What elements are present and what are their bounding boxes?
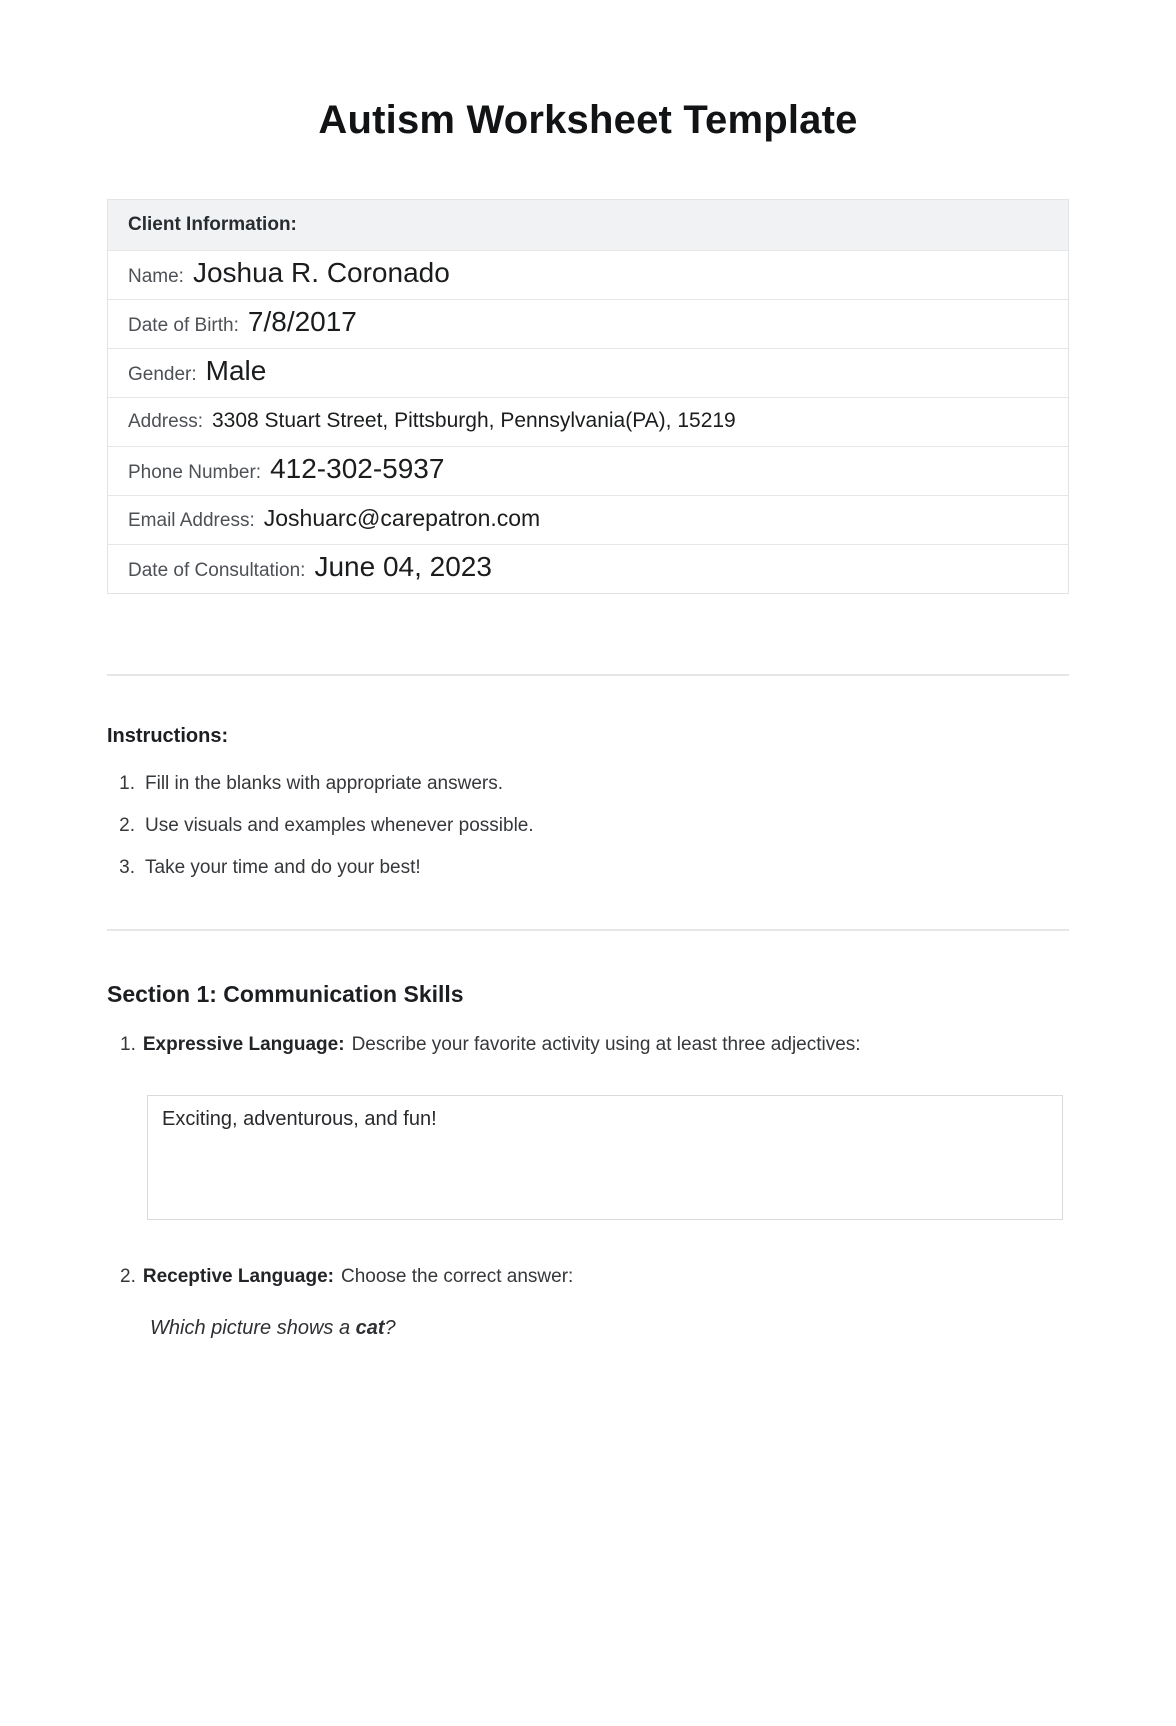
table-row-gender [108,348,1068,397]
date-of-consultation-value: June 04, 2023 [314,551,492,582]
question-label: Expressive Language: [142,1034,345,1055]
phone-number-label: Phone Number: [128,462,262,483]
address-value: 3308 Stuart Street, Pittsburgh, Pennsylvania(PA), 15219 [211,409,736,432]
expressive-language-answer-box[interactable] [147,1095,1063,1220]
divider [107,929,1069,931]
table-row-date-of-consultation [108,544,1068,593]
receptive-language-prompt [150,1316,1069,1340]
instructions-list [107,772,1069,880]
question-text: Choose the correct answer: [340,1266,574,1287]
prompt-text-pre: Which picture shows a [150,1317,356,1339]
name-value: Joshua R. Coronado [192,257,450,288]
list-item-text: Fill in the blanks with appropriate answers. [145,773,504,794]
list-item-number: 1. [119,773,135,794]
table-row-name [108,250,1068,299]
table-row-date-of-birth [108,299,1068,348]
table-row-email-address [108,495,1068,544]
table-row-address [108,397,1068,446]
list-item-number: 2. [119,815,135,836]
client-information-header-label: Client Information: [128,214,297,235]
gender-value: Male [205,355,267,386]
list-item [107,772,1069,796]
list-item-number: 3. [119,857,135,878]
client-information-table [107,199,1069,594]
list-item-text: Take your time and do your best! [145,857,421,878]
prompt-text-bold: cat [355,1317,385,1339]
question-number: 2. [120,1266,136,1287]
date-of-birth-label: Date of Birth: [128,315,239,336]
page-title: Autism Worksheet Template [318,98,858,142]
client-information-header [108,200,1068,250]
address-label: Address: [128,411,203,432]
list-item-text: Use visuals and examples whenever possible. [145,815,534,836]
divider [107,674,1069,676]
question-number: 1. [120,1034,136,1055]
date-of-consultation-label: Date of Consultation: [128,560,306,581]
question-expressive-language [107,1033,1069,1056]
name-label: Name: [128,266,184,287]
email-address-label: Email Address: [128,510,255,531]
email-address-value: Joshuarc@carepatron.com [263,505,541,531]
expressive-language-answer-text: Exciting, adventurous, and fun! [162,1108,437,1130]
table-row-phone-number [108,446,1068,495]
prompt-text-post: ? [384,1317,396,1339]
date-of-birth-value: 7/8/2017 [247,306,357,337]
section-1-heading: Section 1: Communication Skills [107,981,464,1007]
instructions-heading: Instructions: [107,725,229,747]
question-receptive-language [107,1265,1069,1288]
list-item [107,856,1069,880]
document-body [107,199,1069,1340]
question-label: Receptive Language: [142,1266,334,1287]
list-item [107,814,1069,838]
phone-number-value: 412-302-5937 [270,453,445,484]
question-text: Describe your favorite activity using at least three adjectives: [351,1034,861,1055]
gender-label: Gender: [128,364,197,385]
